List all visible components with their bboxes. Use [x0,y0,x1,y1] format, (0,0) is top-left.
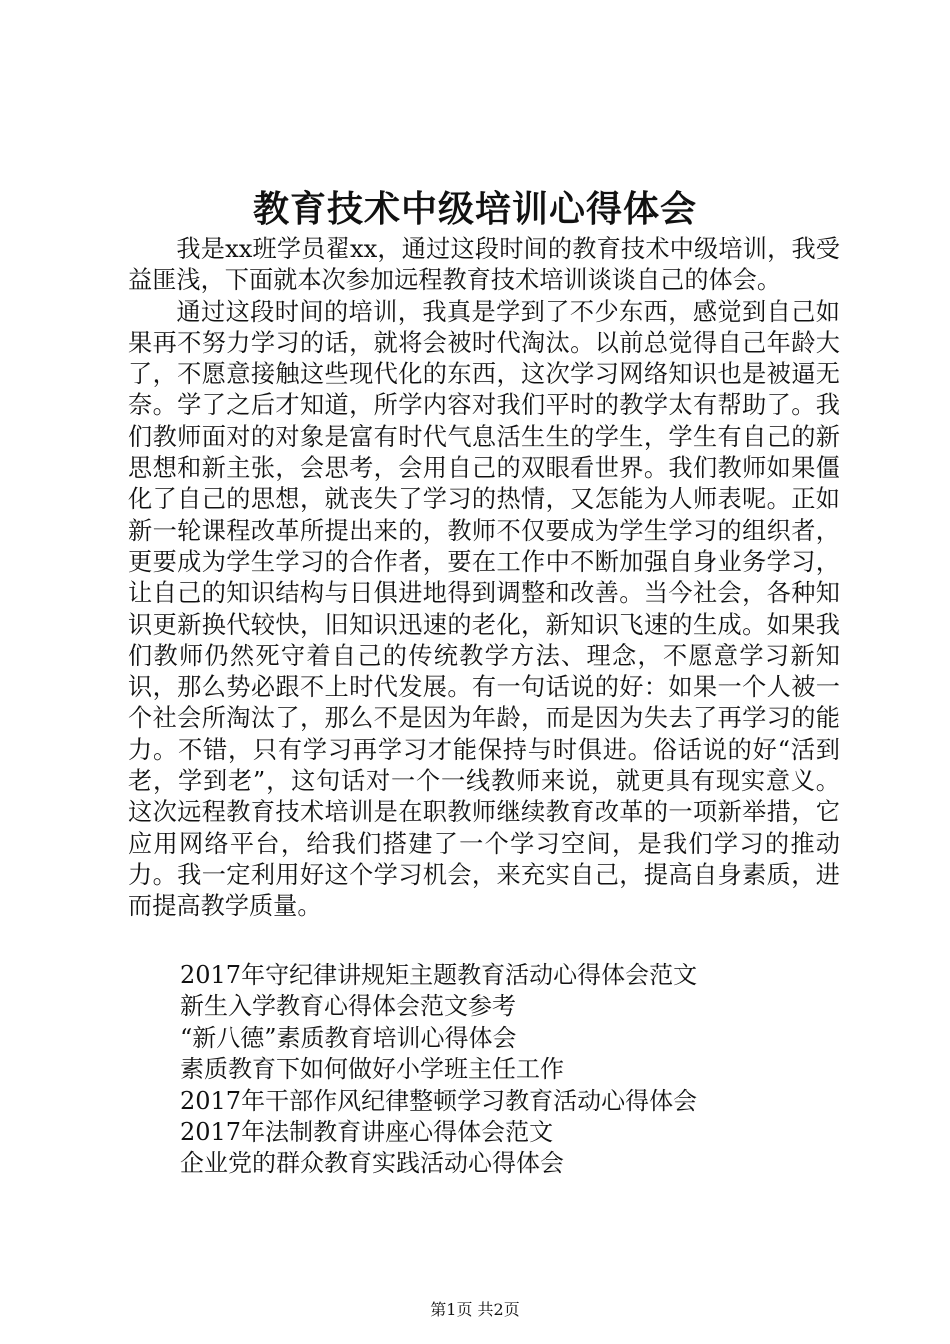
related-article-link[interactable]: 企业党的群众教育实践活动心得体会 [180,1149,564,1178]
document-body [128,234,840,923]
related-articles-list [180,960,820,1180]
document-title: 教育技术中级培训心得体会 [252,188,697,230]
related-article-link[interactable]: 2017年法制教育讲座心得体会范文 [180,1118,554,1147]
related-article-link[interactable]: “新八德”素质教育培训心得体会 [180,1023,517,1052]
page-number-footer: 第1页 共2页 [430,1300,520,1319]
related-article-link[interactable]: 新生入学教育心得体会范文参考 [180,992,516,1021]
related-article-link[interactable]: 素质教育下如何做好小学班主任工作 [180,1055,564,1084]
related-article-link[interactable]: 2017年干部作风纪律整顿学习教育活动心得体会 [180,1086,698,1115]
paragraph-intro: 我是xx班学员翟xx，通过这段时间的教育技术中级培训，我受益匪浅，下面就本次参加远程教育技术培训谈谈自己的体会。 [128,235,840,295]
related-article-link[interactable]: 2017年守纪律讲规矩主题教育活动心得体会范文 [180,961,698,989]
paragraph-main: 通过这段时间的培训，我真是学到了不少东西，感觉到自己如果再不努力学习的话，就将会被时代淘汰。以前总觉得自己年龄大了，不愿意接触这些现代化的东西，这次学习网络知识也是被逼无奈。学了之后才知道，所学内容对我们平时的教学太有帮助了。我们教师面对的对象是富有时代气息活生生的学生，学生有自己的新思想和新主张，会思考，会用自己的双眼看世界。我们教师如果僵化了自己的思想，就丧失了学习的热情，又怎能为人师表呢。正如新一轮课程改革所提出来的，教师不仅要成为学生学习的组织者，更要成为学生学习的合作者，要在工作中不断加强自身业务学习，让自己的知识结构与日俱进地得到调整和改善。当今社会，各种知识更新换代较快，旧知识迅速的老化，新知识飞速的生成。如果我们教师仍然死守着自己的传统教学方法、理念，不愿意学习新知识，那么势必跟不上时代发展。有一句话说的好：如果一个人被一个社会所淘汰了，那么不是因为年龄，而是因为失去了再学习的能力。不错，只有学习再学习才能保持与时俱进。俗话说的好“活到老，学到老”，这句话对一个一线教师来说，就更具有现实意义。这次远程教育技术培训是在职教师继续教育改革的一项新举措，它应用网络平台，给我们搭建了一个学习空间，是我们学习的推动力。我一定利用好这个学习机会，来充实自己，提高自身素质，进而提高教学质量。 [128,297,840,921]
